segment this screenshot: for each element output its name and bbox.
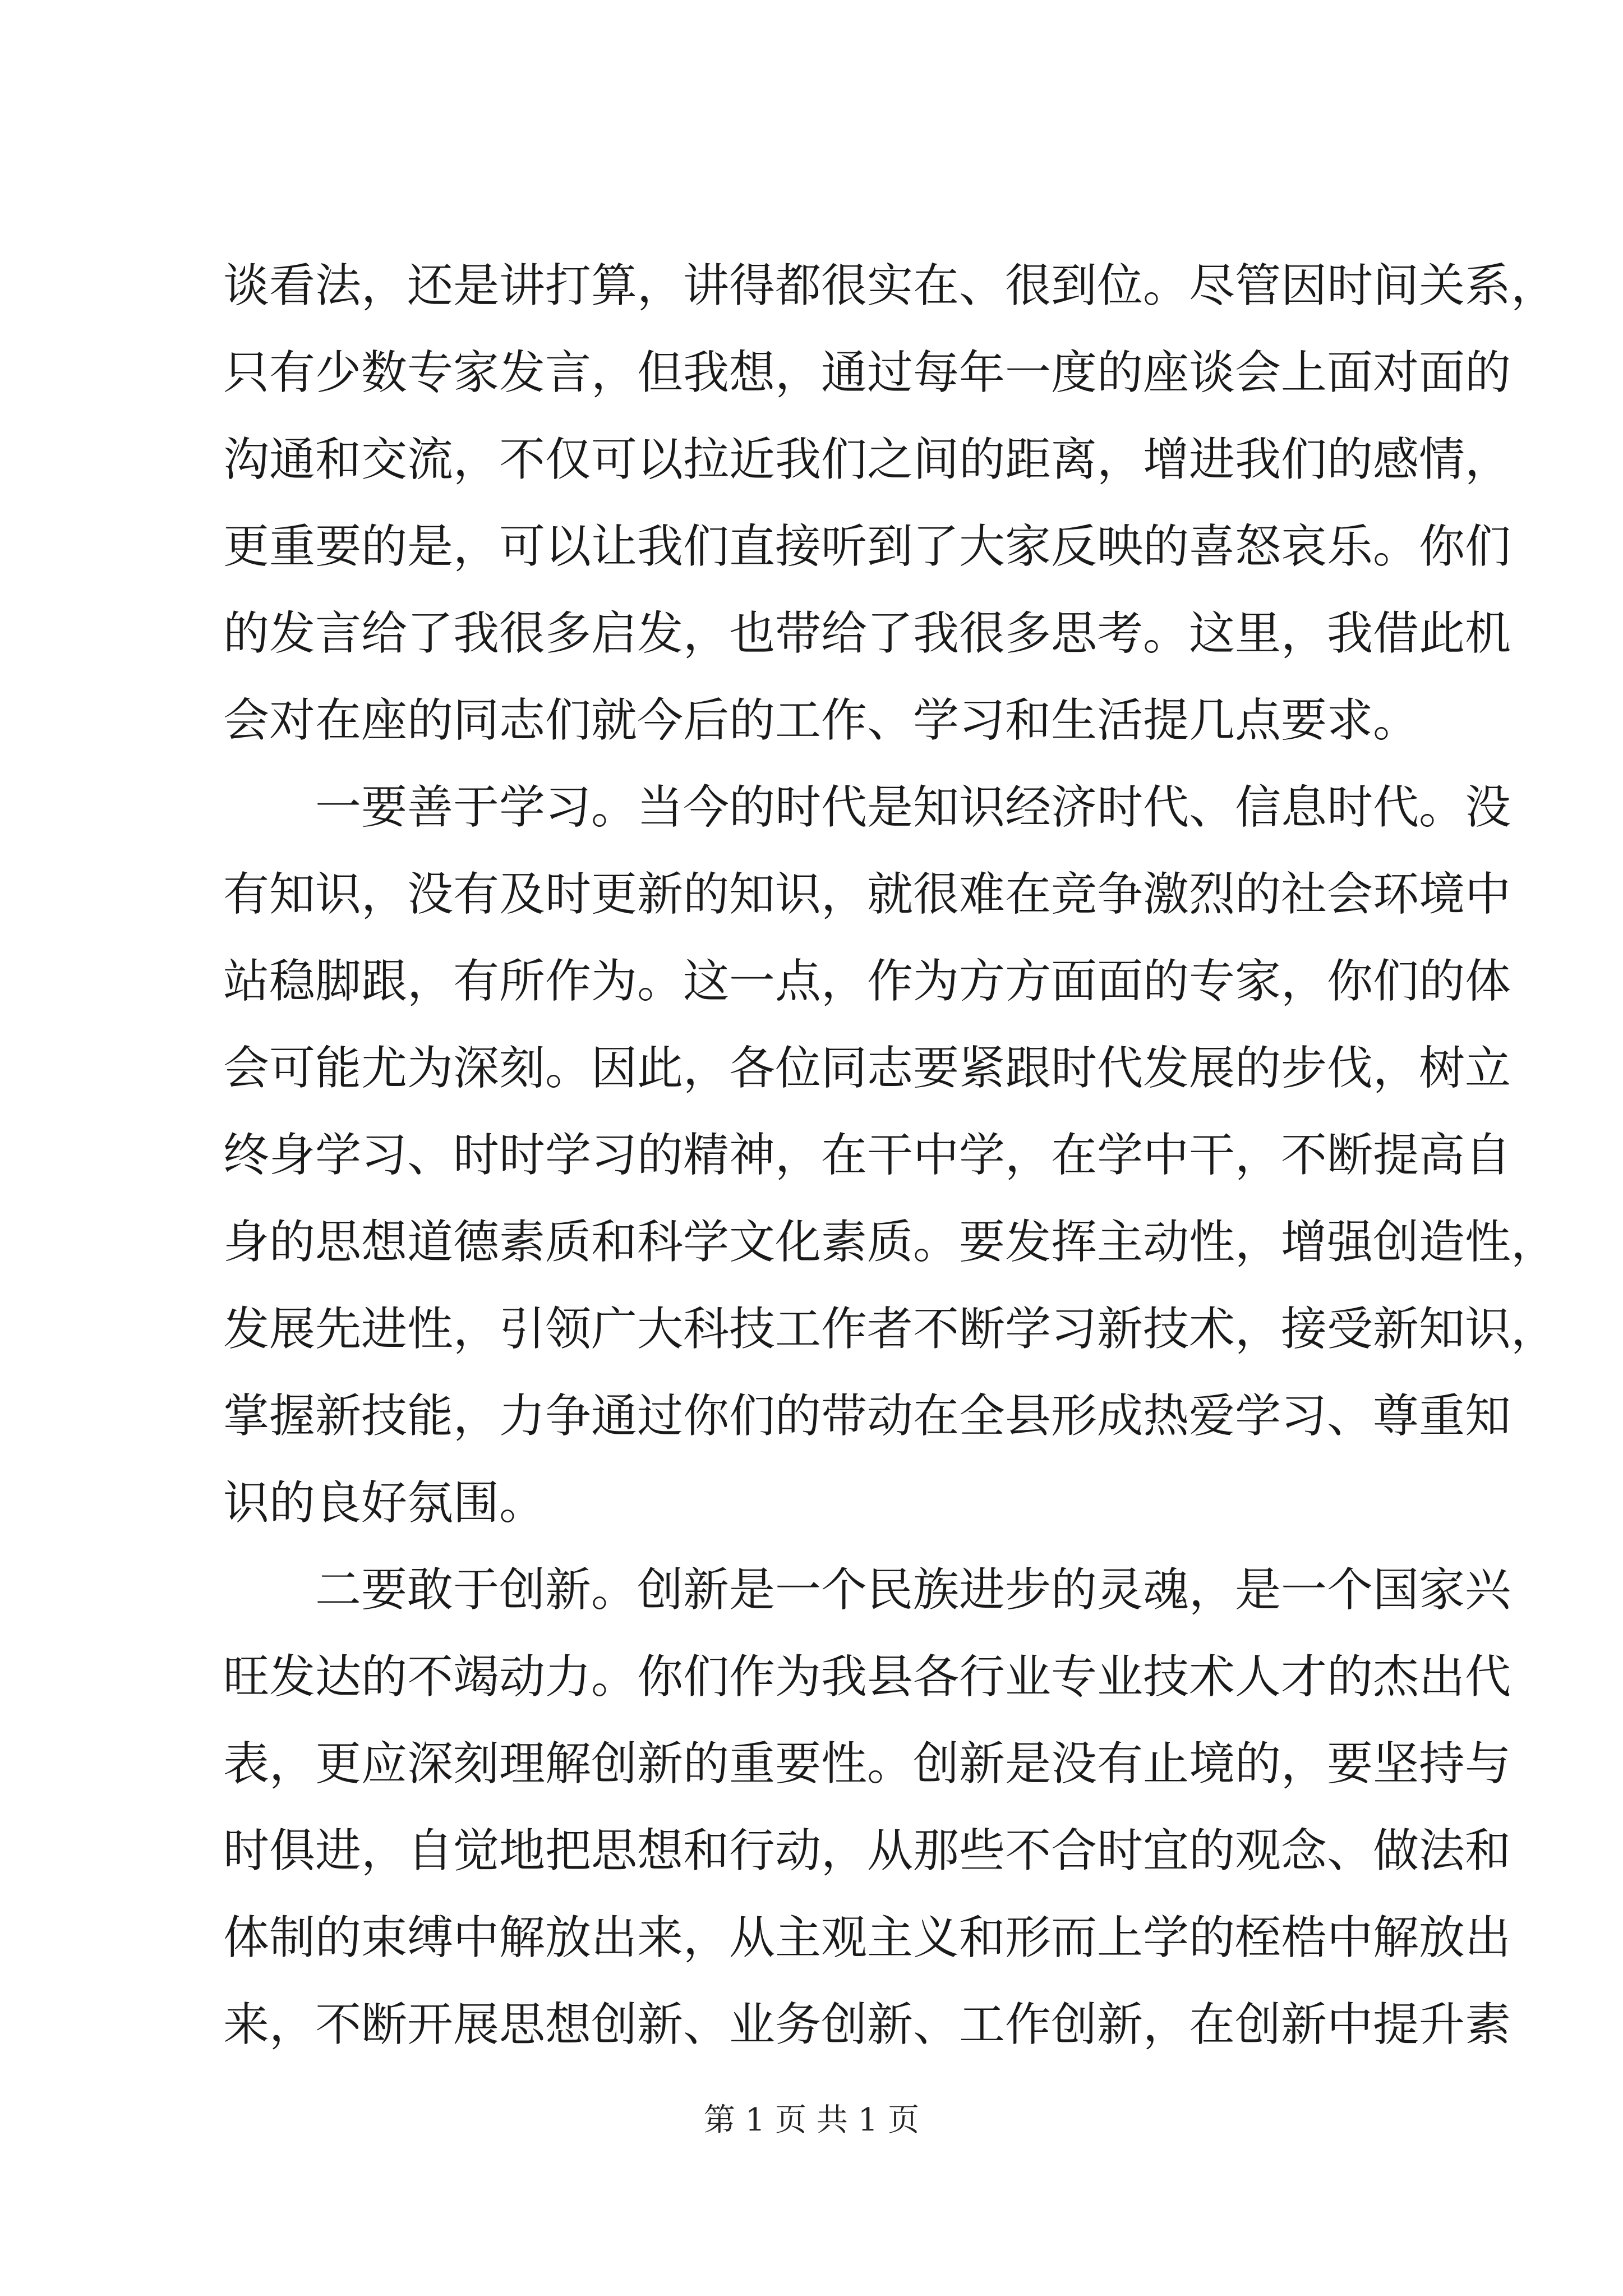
text-line: 终身学习、时时学习的精神，在干中学，在学中干，不断提高自: [223, 1129, 1511, 1182]
text-line: 的发言给了我很多启发，也带给了我很多思考。这里，我借此机: [223, 607, 1511, 660]
text-line: 掌握新技能，力争通过你们的带动在全县形成热爱学习、尊重知: [223, 1389, 1511, 1443]
text-line: 沟通和交流，不仅可以拉近我们之间的距离，增进我们的感情，: [223, 433, 1511, 486]
text-line: 有知识，没有及时更新的知识，就很难在竞争激烈的社会环境中: [223, 868, 1511, 921]
paragraph-2: [223, 764, 1557, 1547]
text-line: 体制的束缚中解放出来，从主观主义和形而上学的桎梏中解放出: [223, 1911, 1511, 1964]
text-line: 身的思想道德素质和科学文化素质。要发挥主动性，增强创造性，: [223, 1216, 1557, 1269]
text-line: 发展先进性，引领广大科技工作者不断学习新技术，接受新知识，: [223, 1303, 1557, 1356]
paragraph-3: [223, 1547, 1511, 2068]
text-line: 识的良好氛围。: [223, 1476, 546, 1530]
text-line: 谈看法，还是讲打算，讲得都很实在、很到位。尽管因时间关系，: [223, 259, 1557, 312]
text-line: 站稳脚跟，有所作为。这一点，作为方方面面的专家，你们的体: [223, 955, 1511, 1008]
document-body: [223, 242, 1557, 2068]
text-line: 只有少数专家发言，但我想，通过每年一度的座谈会上面对面的: [223, 346, 1511, 399]
text-line: 时俱进，自觉地把思想和行动，从那些不合时宜的观念、做法和: [223, 1824, 1511, 1878]
text-line: 旺发达的不竭动力。你们作为我县各行业专业技术人才的杰出代: [223, 1650, 1511, 1704]
text-line: 表，更应深刻理解创新的重要性。创新是没有止境的，要坚持与: [223, 1737, 1511, 1791]
text-line: 来，不断开展思想创新、业务创新、工作创新，在创新中提升素: [223, 1998, 1511, 2051]
page-number-footer: 第 1 页 共 1 页: [703, 2102, 920, 2138]
text-line: 更重要的是，可以让我们直接听到了大家反映的喜怒哀乐。你们: [223, 520, 1511, 573]
text-line: 会可能尤为深刻。因此，各位同志要紧跟时代发展的步伐，树立: [223, 1042, 1511, 1095]
text-line: 一要善于学习。当今的时代是知识经济时代、信息时代。没: [315, 781, 1511, 834]
text-line: 二要敢于创新。创新是一个民族进步的灵魂，是一个国家兴: [315, 1563, 1511, 1617]
paragraph-1: [223, 242, 1557, 764]
text-line: 会对在座的同志们就今后的工作、学习和生活提几点要求。: [223, 694, 1419, 747]
